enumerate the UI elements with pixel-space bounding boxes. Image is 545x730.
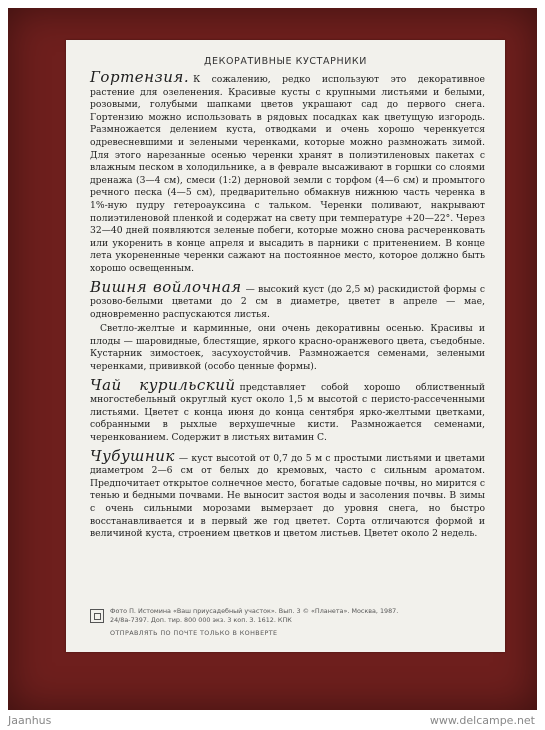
footer-print-info: 24/8а-7397. Доп. тир. 800 000 экз. 3 коп. З. 1612. КПК <box>110 616 292 624</box>
postcard-back <box>66 40 505 652</box>
entry-gortenziya <box>90 70 485 276</box>
entry-text: К сожалению, редко используют это декоративное растение для озеленения. Красивые кусты с крупными листьями и белыми, розовыми, голубыми шапками цветов украшают сад до первого снега. Гортензию можно использовать в рядовых посадках как цветущую изгородь. Размножается делением куста, отводками и очень хорошо черенкуется одревесневшими и зелеными черенками, которые можно размножать зимой. Для этого нарезанные осенью черенки хранят в полиэтиленовых пакетах с влажным песком в холодильнике, а в феврале высаживают в горшки со слоями дренажа (3—4 см), смеси (1:2) дерновой земли с торфом (4—6 см) и промытого речного песка (4—5 см), предварительно обмакнув нижнюю часть черенка в 1%-ную пудру гетероауксина с тальком. Черенки поливают, накрывают полиэтиленовой пленкой и содержат на свету при температуре +20—22°. Через 32—40 дней появляются зеленые побеги, которые можно снова расчеренковать или укоренить в конце апреля и высадить в парники с притенением. В конце лета укорененные черенки сажают на постоянное место, которое должно быть хорошо освещенным. <box>90 74 485 274</box>
publisher-logo-icon <box>90 609 104 623</box>
watermark-right: www.delcampe.net <box>429 714 535 727</box>
entry-chai-kurilsky <box>90 375 485 445</box>
entry-name: Чубушник <box>90 446 175 465</box>
entry-text: представляет собой хорошо облиственный многостебельный округлый куст около 1,5 м высотой с перисто-рассеченными листьями. Цветет с конца июня до конца сентября ярко-желтыми цветками, собранными в рыхлые верхушечные кисти. Размножается семенами, черенкованием. Содержит в листьях витамин С. <box>90 381 485 444</box>
card-footer <box>90 607 485 638</box>
entry-name: Вишня войлочная <box>90 277 242 296</box>
entry-name: Гортензия. <box>90 68 190 86</box>
entry-vishnya <box>90 277 485 374</box>
entry-text: — куст высотой от 0,7 до 5 м с простыми листьями и цветами диаметром 2—6 см от белых до кремовых, часто с сильным ароматом. Предпочитает открытое солнечное место, богатые садовые почвы, но мирится с тенью и бедными почвами. Не выносит застоя воды и засоления почвы. В зимы с очень сильными морозами вымерзает до уровня снега, но быстро восстанавливается и в первый же год цветет. Сорта отличаются формой и величиной куста, строением цветков и цветом листьев. Цветет около 2 недель. <box>90 452 485 540</box>
watermark-left: Jaanhus <box>8 714 52 727</box>
card-header: ДЕКОРАТИВНЫЕ КУСТАРНИКИ <box>204 56 367 67</box>
entry-text: — высокий куст (до 2,5 м) раскидистой формы с розово-белыми цветами до 2 см в диаметре, цветет в апреле — мае, одновременно распускаются листья. <box>90 283 485 320</box>
card-body <box>90 70 485 545</box>
entry-name: Чай курильский <box>90 375 236 394</box>
footer-mail-note: ОТПРАВЛЯТЬ ПО ПОЧТЕ ТОЛЬКО В КОНВЕРТЕ <box>110 629 278 637</box>
entry-chubushnik <box>90 446 485 541</box>
entry-text: Светло-желтые и карминные, они очень декоративны осенью. Красивы и плоды — шаровидные, блестящие, яркого красно-оранжевого цвета, съедобные. Кустарник зимостоек, засухоустойчив. Размножается семенами, зелеными черенками, прививкой (особо ценные формы). <box>90 323 485 373</box>
footer-credits: Фото П. Истомина «Ваш приусадебный участок». Вып. 3 © «Планета». Москва, 1987. <box>110 607 399 615</box>
